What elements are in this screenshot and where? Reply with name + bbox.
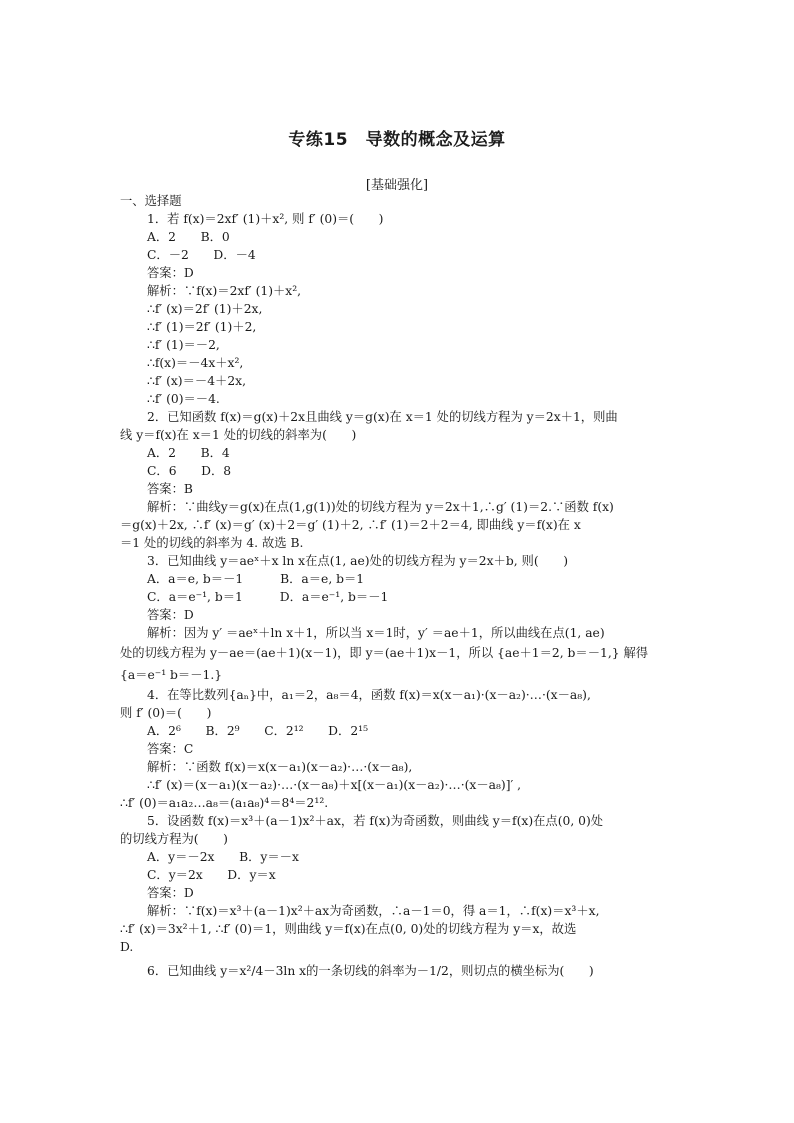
solution-line: 处的切线方程为 y－ae＝(ae＋1)(x－1)，即 y＝(ae＋1)x－1，所以 {ae＋1＝2, b＝－1,} 解得 bbox=[120, 646, 649, 660]
answer-line: 答案：D bbox=[147, 608, 194, 622]
solution-line: ∴f′ (1)＝2f′ (1)＋2, bbox=[147, 320, 257, 334]
answer-line: 答案：C bbox=[147, 742, 194, 756]
question-4-cont: 则 f′ (0)＝( ) bbox=[120, 706, 212, 720]
question-2-cont: 线 y＝f(x)在 x＝1 处的切线的斜率为( ) bbox=[120, 428, 357, 442]
options-line: A．2⁶ B．2⁹ C．2¹² D．2¹⁵ bbox=[147, 724, 369, 738]
solution-line: ∴f′ (x)＝－4＋2x, bbox=[147, 374, 246, 388]
solution-line: ∴f′ (x)＝(x－a₁)(x－a₂)·…·(x－a₈)＋x[(x－a₁)(x－a₂)·…·(x－a₈)]′ , bbox=[147, 778, 522, 792]
question-5-cont: 的切线方程为( ) bbox=[120, 832, 228, 846]
page-title: 专练15 导数的概念及运算 bbox=[288, 130, 506, 150]
question-2: 2．已知函数 f(x)＝g(x)＋2x且曲线 y＝g(x)在 x＝1 处的切线方程为 y＝2x＋1，则曲 bbox=[147, 410, 618, 424]
options-line: A．2 B．4 bbox=[147, 446, 230, 460]
solution-line: 解析：因为 y′ ＝aeˣ＋ln x＋1，所以当 x＝1时，y′ ＝ae＋1，所以曲线在点(1, ae) bbox=[147, 626, 605, 640]
question-6: 6．已知曲线 y＝x²/4－3ln x的一条切线的斜率为－1/2，则切点的横坐标为( ) bbox=[147, 964, 594, 978]
solution-line: {a＝e⁻¹ b＝－1.} bbox=[120, 668, 223, 682]
solution-line: 解析：∵f(x)＝2xf′ (1)＋x², bbox=[147, 284, 302, 298]
options-line: A．y＝－2x B．y＝－x bbox=[147, 850, 299, 864]
answer-line: 答案：D bbox=[147, 886, 194, 900]
options-line: A．a＝e, b＝－1 B．a＝e, b＝1 bbox=[147, 572, 365, 586]
question-5: 5．设函数 f(x)＝x³＋(a－1)x²＋ax，若 f(x)为奇函数，则曲线 y＝f(x)在点(0, 0)处 bbox=[147, 814, 604, 828]
solution-line: 解析：∵曲线y＝g(x)在点(1,g(1))处的切线方程为 y＝2x＋1,∴g′ (1)＝2.∵函数 f(x) bbox=[147, 500, 614, 514]
section-subtitle: [基础强化] bbox=[365, 178, 429, 193]
solution-line: ＝g(x)＋2x, ∴f′ (x)＝g′ (x)＋2＝g′ (1)＋2, ∴f′ (1)＝2＋2＝4, 即曲线 y＝f(x)在 x bbox=[120, 518, 581, 532]
solution-line: 解析：∵函数 f(x)＝x(x－a₁)(x－a₂)·…·(x－a₈), bbox=[147, 760, 413, 774]
solution-line: ∴f′ (x)＝2f′ (1)＋2x, bbox=[147, 302, 263, 316]
solution-line: ∴f′ (0)＝－4. bbox=[147, 392, 220, 406]
solution-line: 解析：∵f(x)＝x³＋(a－1)x²＋ax为奇函数，∴a－1＝0，得 a＝1，∴f(x)＝x³＋x, bbox=[147, 904, 600, 918]
solution-line: ＝1 处的切线的斜率为 4. 故选 B. bbox=[120, 536, 304, 550]
solution-line: ∴f(x)＝－4x＋x², bbox=[147, 356, 244, 370]
section-heading: 一、选择题 bbox=[120, 194, 182, 208]
solution-line: ∴f′ (0)＝a₁a₂…a₈＝(a₁a₈)⁴＝8⁴＝2¹². bbox=[120, 796, 329, 810]
solution-line: ∴f′ (1)＝－2, bbox=[147, 338, 220, 352]
document-body bbox=[120, 192, 672, 980]
question-3: 3．已知曲线 y＝aeˣ＋x ln x在点(1, ae)处的切线方程为 y＝2x＋b, 则( ) bbox=[147, 554, 569, 568]
options-line: C．a＝e⁻¹, b＝1 D．a＝e⁻¹, b＝－1 bbox=[147, 590, 389, 604]
options-line: C．－2 D．－4 bbox=[147, 248, 256, 262]
question-1: 1．若 f(x)＝2xf′ (1)＋x², 则 f′ (0)＝( ) bbox=[147, 212, 384, 226]
solution-line: ∴f′ (x)＝3x²＋1, ∴f′ (0)＝1，则曲线 y＝f(x)在点(0, 0)处的切线方程为 y＝x，故选 bbox=[120, 922, 577, 936]
options-line: C．6 D．8 bbox=[147, 464, 232, 478]
answer-line: 答案：D bbox=[147, 266, 194, 280]
answer-line: 答案：B bbox=[147, 482, 193, 496]
solution-line: D. bbox=[120, 940, 134, 954]
options-line: C．y＝2x D．y＝x bbox=[147, 868, 276, 882]
options-line: A．2 B．0 bbox=[147, 230, 230, 244]
question-4: 4．在等比数列{aₙ}中，a₁＝2，a₈＝4，函数 f(x)＝x(x－a₁)·(x－a₂)·…·(x－a₈), bbox=[147, 688, 591, 702]
